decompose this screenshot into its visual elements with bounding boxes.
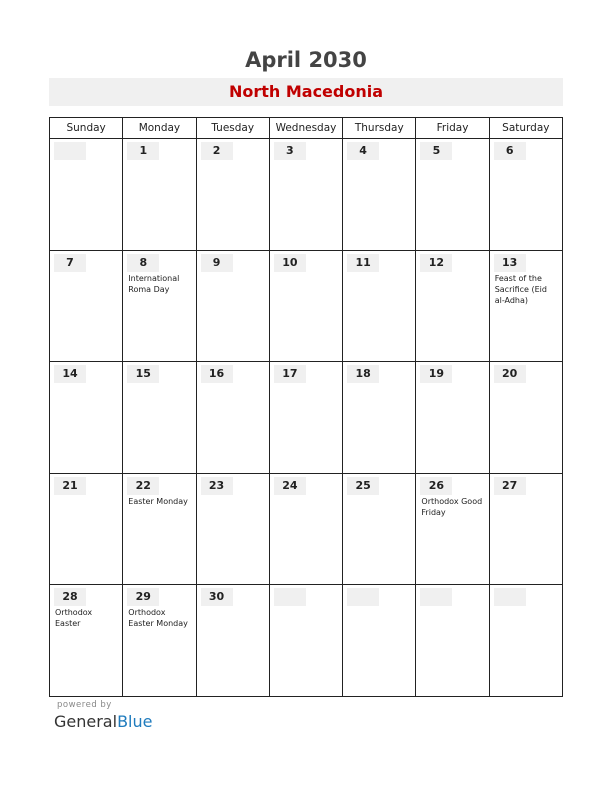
holiday-label: International Roma Day <box>128 273 180 294</box>
weekday-tuesday: Tuesday <box>197 118 270 138</box>
day-cell <box>270 251 343 362</box>
day-number-box <box>201 254 233 272</box>
day-number-box <box>54 588 86 606</box>
day-number: 25 <box>355 478 371 492</box>
day-number: 23 <box>208 478 225 492</box>
day-number-box <box>420 588 452 606</box>
holiday-label: Easter Monday <box>128 496 188 506</box>
day-cell <box>343 251 416 362</box>
day-number: 8 <box>139 255 148 269</box>
day-cell <box>343 585 416 697</box>
day-cell <box>50 139 123 250</box>
day-number: 11 <box>355 255 371 269</box>
day-number: 21 <box>62 478 78 492</box>
day-cell <box>50 585 123 697</box>
day-number: 12 <box>428 255 445 269</box>
day-number-box <box>420 254 452 272</box>
day-number-box <box>347 254 379 272</box>
day-number: 2 <box>212 144 221 157</box>
day-number-box <box>201 365 233 383</box>
day-number-box <box>274 365 306 383</box>
weekday-thursday: Thursday <box>343 118 416 138</box>
weeks <box>50 139 562 697</box>
calendar-grid <box>49 117 563 697</box>
weekday-header <box>50 118 562 139</box>
day-cell <box>490 585 562 697</box>
day-number-box <box>494 254 526 272</box>
day-cell <box>490 362 562 473</box>
day-number-box <box>127 142 159 160</box>
weekday-saturday: Saturday <box>502 122 550 134</box>
day-number: 4 <box>359 144 367 157</box>
day-number-box <box>54 254 86 272</box>
day-number-box <box>420 142 452 160</box>
day-number-box <box>494 477 526 495</box>
day-cell <box>197 251 270 362</box>
day-number-box <box>347 588 379 606</box>
day-cell <box>197 585 270 697</box>
day-cell <box>490 474 562 585</box>
day-number-box <box>420 365 452 383</box>
week-row <box>50 251 562 363</box>
day-number: 6 <box>505 144 514 157</box>
day-number: 3 <box>286 144 294 157</box>
day-number: 1 <box>139 144 148 157</box>
weekday-monday: Monday <box>123 118 196 138</box>
day-number: 16 <box>208 367 225 381</box>
day-cell <box>123 251 196 362</box>
day-number-box <box>274 142 306 160</box>
day-number-box <box>201 588 233 606</box>
day-number-box <box>54 477 86 495</box>
day-number: 5 <box>432 144 441 157</box>
country-name: North Macedonia <box>228 82 384 101</box>
day-number: 24 <box>282 478 298 492</box>
day-cell <box>270 139 343 250</box>
day-cell <box>123 474 196 585</box>
day-number: 14 <box>62 367 78 381</box>
day-number-box <box>201 142 233 160</box>
week-row <box>50 585 562 697</box>
day-number: 29 <box>135 590 151 604</box>
day-cell <box>197 474 270 585</box>
day-number-box <box>347 142 379 160</box>
day-number-box <box>494 588 526 606</box>
day-number: 27 <box>502 478 518 492</box>
day-number: 18 <box>355 367 371 381</box>
day-number-box <box>201 477 233 495</box>
day-number: 17 <box>282 367 298 381</box>
day-number: 7 <box>66 255 74 269</box>
week-row <box>50 362 562 474</box>
day-cell <box>416 362 489 473</box>
day-cell <box>197 139 270 250</box>
powered-by-text: powered by <box>57 700 112 710</box>
holiday-label: Orthodox Easter Monday <box>128 608 188 629</box>
day-cell <box>490 139 562 250</box>
day-number: 30 <box>208 590 225 604</box>
day-number-box <box>127 588 159 606</box>
brand-general: General <box>54 712 118 731</box>
page-title: April 2030 <box>245 48 367 72</box>
day-number: 9 <box>212 255 221 269</box>
day-cell <box>416 474 489 585</box>
day-number-box <box>54 142 86 160</box>
weekday-sunday: Sunday <box>50 118 123 138</box>
day-number-box <box>347 365 379 383</box>
day-cell <box>50 474 123 585</box>
day-number: 15 <box>135 367 151 381</box>
day-cell <box>197 362 270 473</box>
day-number: 19 <box>428 367 445 381</box>
day-number-box <box>127 254 159 272</box>
day-number: 22 <box>135 478 151 492</box>
day-number-box <box>54 365 86 383</box>
generalblue-logo <box>54 712 152 731</box>
day-number-box <box>347 477 379 495</box>
day-cell <box>50 251 123 362</box>
day-cell <box>123 585 196 697</box>
brand-blue: Blue <box>117 712 153 731</box>
holiday-label: Orthodox Good Friday <box>421 496 483 517</box>
day-number-box <box>494 365 526 383</box>
day-number-box <box>420 477 452 495</box>
day-cell <box>343 362 416 473</box>
day-cell <box>123 139 196 250</box>
day-cell <box>50 362 123 473</box>
day-number-box <box>274 588 306 606</box>
day-cell <box>416 139 489 250</box>
day-cell <box>490 251 562 362</box>
holiday-label: Orthodox Easter <box>55 608 93 629</box>
day-cell <box>270 362 343 473</box>
day-cell <box>416 585 489 697</box>
weekday-friday: Friday <box>416 118 489 138</box>
day-cell <box>416 251 489 362</box>
day-number: 20 <box>502 367 518 381</box>
day-number: 10 <box>282 255 298 269</box>
day-cell <box>343 474 416 585</box>
weekday-wednesday: Wednesday <box>270 118 343 138</box>
day-number: 13 <box>502 255 518 269</box>
day-number-box <box>494 142 526 160</box>
day-number-box <box>127 477 159 495</box>
day-number: 26 <box>428 478 445 492</box>
holiday-label: Feast of the Sacrifice (Eid al-Adha) <box>494 273 547 305</box>
day-number: 28 <box>62 590 78 604</box>
day-cell <box>123 362 196 473</box>
country-banner <box>49 78 563 106</box>
day-cell <box>343 139 416 250</box>
day-number-box <box>274 477 306 495</box>
day-cell <box>270 585 343 697</box>
week-row <box>50 139 562 251</box>
week-row <box>50 474 562 586</box>
day-number-box <box>127 365 159 383</box>
day-number-box <box>274 254 306 272</box>
day-cell <box>270 474 343 585</box>
